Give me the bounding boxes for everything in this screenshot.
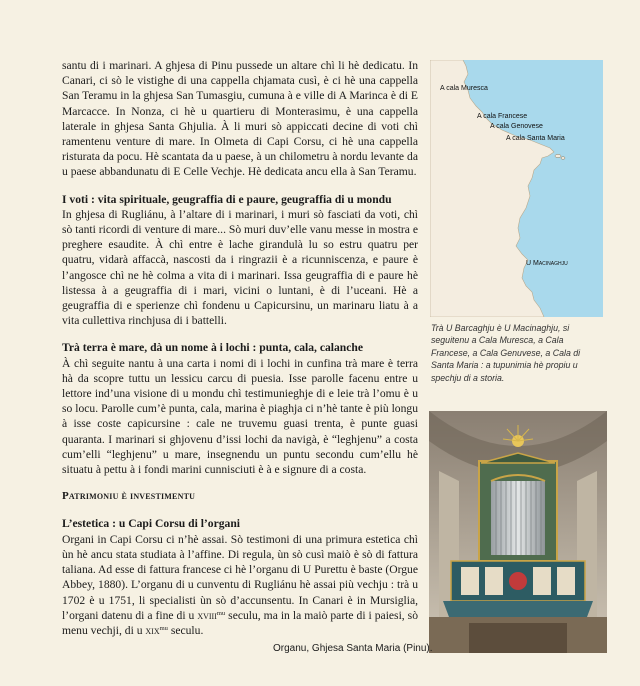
ordinal-suffix: mu: [159, 624, 168, 632]
heading-estetica: L’estetica : u Capi Corsu di l’organi: [62, 517, 240, 531]
century-xviii: xviii: [197, 608, 217, 622]
organi-text-b: seculu, ma in la maiò parte di i paiesi, sò menu vechji, di u: [62, 608, 418, 637]
section-heading-patrimoniu: Patrimoniu è investimentu: [62, 490, 196, 503]
paragraph-voti: In ghjesa di Rugliánu, à l’altare di i marinari, i muri sò fasciati da voti, chì sò tanti ricordi di venture di mare... Sò muri duv’elle vanu messe in mostra e preghere esaudite. À chì entre è lache girandulà lu so estru quatru per quatru, vidarà affaccà, nascosti da i ringrazii è a ricunniscenza, e paure è l’angosce chì ne hè colma a vita di i marinari. Issa geugraffia di e paure hè listessa à a geugraffia di i mari, vicini o luntani, è di l’uceani. Hè a geugraffia di e sperienze chì fondenu u Capicursinu, un marinaru liatu à a vita cullettiva rinchjusa di i battelli.: [62, 207, 418, 328]
organi-text-c: seculu.: [167, 623, 204, 637]
paragraph-terra-mare: À chì seguite nantu à una carta i nomi di i lochi in cunfina trà mare è terra hà da scopre tuttu un lessicu carcu di puesia. Isse parolle facenu entre u lettore ind’una visione di u mondu chì testimunieghje di e leie trà l’omu è u so locu. Parolle cum’è punta, cala, marina è piaghja ci n’hè tante è più longu à isse coste capicursine : cale ne truvemu guasi trenta, è punte guasi quaranta. I marinari si ghjovenu d’issi lochi da navigà, è “leghjenu” a costa cum’elli “leghjenu” u mare, insegnendu un puntu secondu cum’ellu hè situatu à pettu à i fondi marini cunnisciuti è à e signure di a costa.: [62, 356, 418, 477]
map-caption: Trà U Barcaghju è U Macinaghju, si seguitenu a Cala Muresca, a Cala Francese, a Cala Genuvese, a Cala di Santa Maria : a tupunimia hè propiu u spechju di a storia.: [431, 323, 581, 383]
islet: [561, 157, 565, 160]
paragraph-organi: [62, 532, 418, 638]
ordinal-suffix: mu: [216, 609, 226, 617]
paragraph-san-teramu: santu di i marinari. A ghjesa di Pinu pussede un altare chì li hè dedicatu. In Canari, ci sò le vistighe di una cappella chjamata cusì, è ci hè una cappella San Teramu in la ghjesa San Tumasgiu, cumuna à e ville di A Marinca è di E Marcacce. In Nonza, ci hè u quartieru di Monterasimu, è una cappella laterale in ghjesa Santa Ghjulia. À li muri sò appiccati decine di voti chì ramentenu venture di mare. In Olmeta di Capi Corsu, ci hè una cappella risturata da pocu. Hè scantata da u paese, à un chilometru à nordu levante da u paese abbandunatu di E Celle Vechje. Hè dedicata ancu ella à San Teramu.: [62, 59, 418, 179]
label-u-macinaghju: U Macinaghju: [526, 260, 568, 267]
label-cala-francese: A cala Francese: [477, 113, 528, 120]
century-xix: xix: [145, 623, 160, 637]
organi-text-a: Organi in Capi Corsu ci n’hè assai. Sò testimoni di una primura estetica chì ùn hè ancu stata studiata à l’affine. Di regula, ùn sò cusì maiò è sò di fattura taliana. Ad esse di fattura francese ci hè l’organu di U Purettu è baste (Orgue Abbey, 1880). L’organu di u cunventu di Rugliánu hè assai più vechju : trà u 1702 è u 1751, li specialisti ùn sò d’accunsentu. In Canari è in Mursiglia, l’organi datenu di a fine di u: [62, 532, 418, 622]
label-cala-santa-maria: A cala Santa Maria: [506, 135, 565, 142]
heading-terra-mare: Trà terra è mare, dà un nome à i lochi : punta, cala, calanche: [62, 341, 363, 355]
heading-voti: I voti : vita spirituale, geugraffia di e paure, geugraffia di u mondu: [62, 192, 392, 206]
photo-caption: Organu, Ghjesa Santa Maria (Pinu).: [273, 643, 433, 654]
label-cala-genovese: A cala Genovese: [490, 123, 543, 130]
islet: [555, 154, 561, 157]
main-text-column: [62, 58, 418, 638]
organ-photo: [429, 411, 607, 653]
label-cala-muresca: A cala Muresca: [440, 85, 488, 92]
coast-map: [430, 60, 603, 317]
